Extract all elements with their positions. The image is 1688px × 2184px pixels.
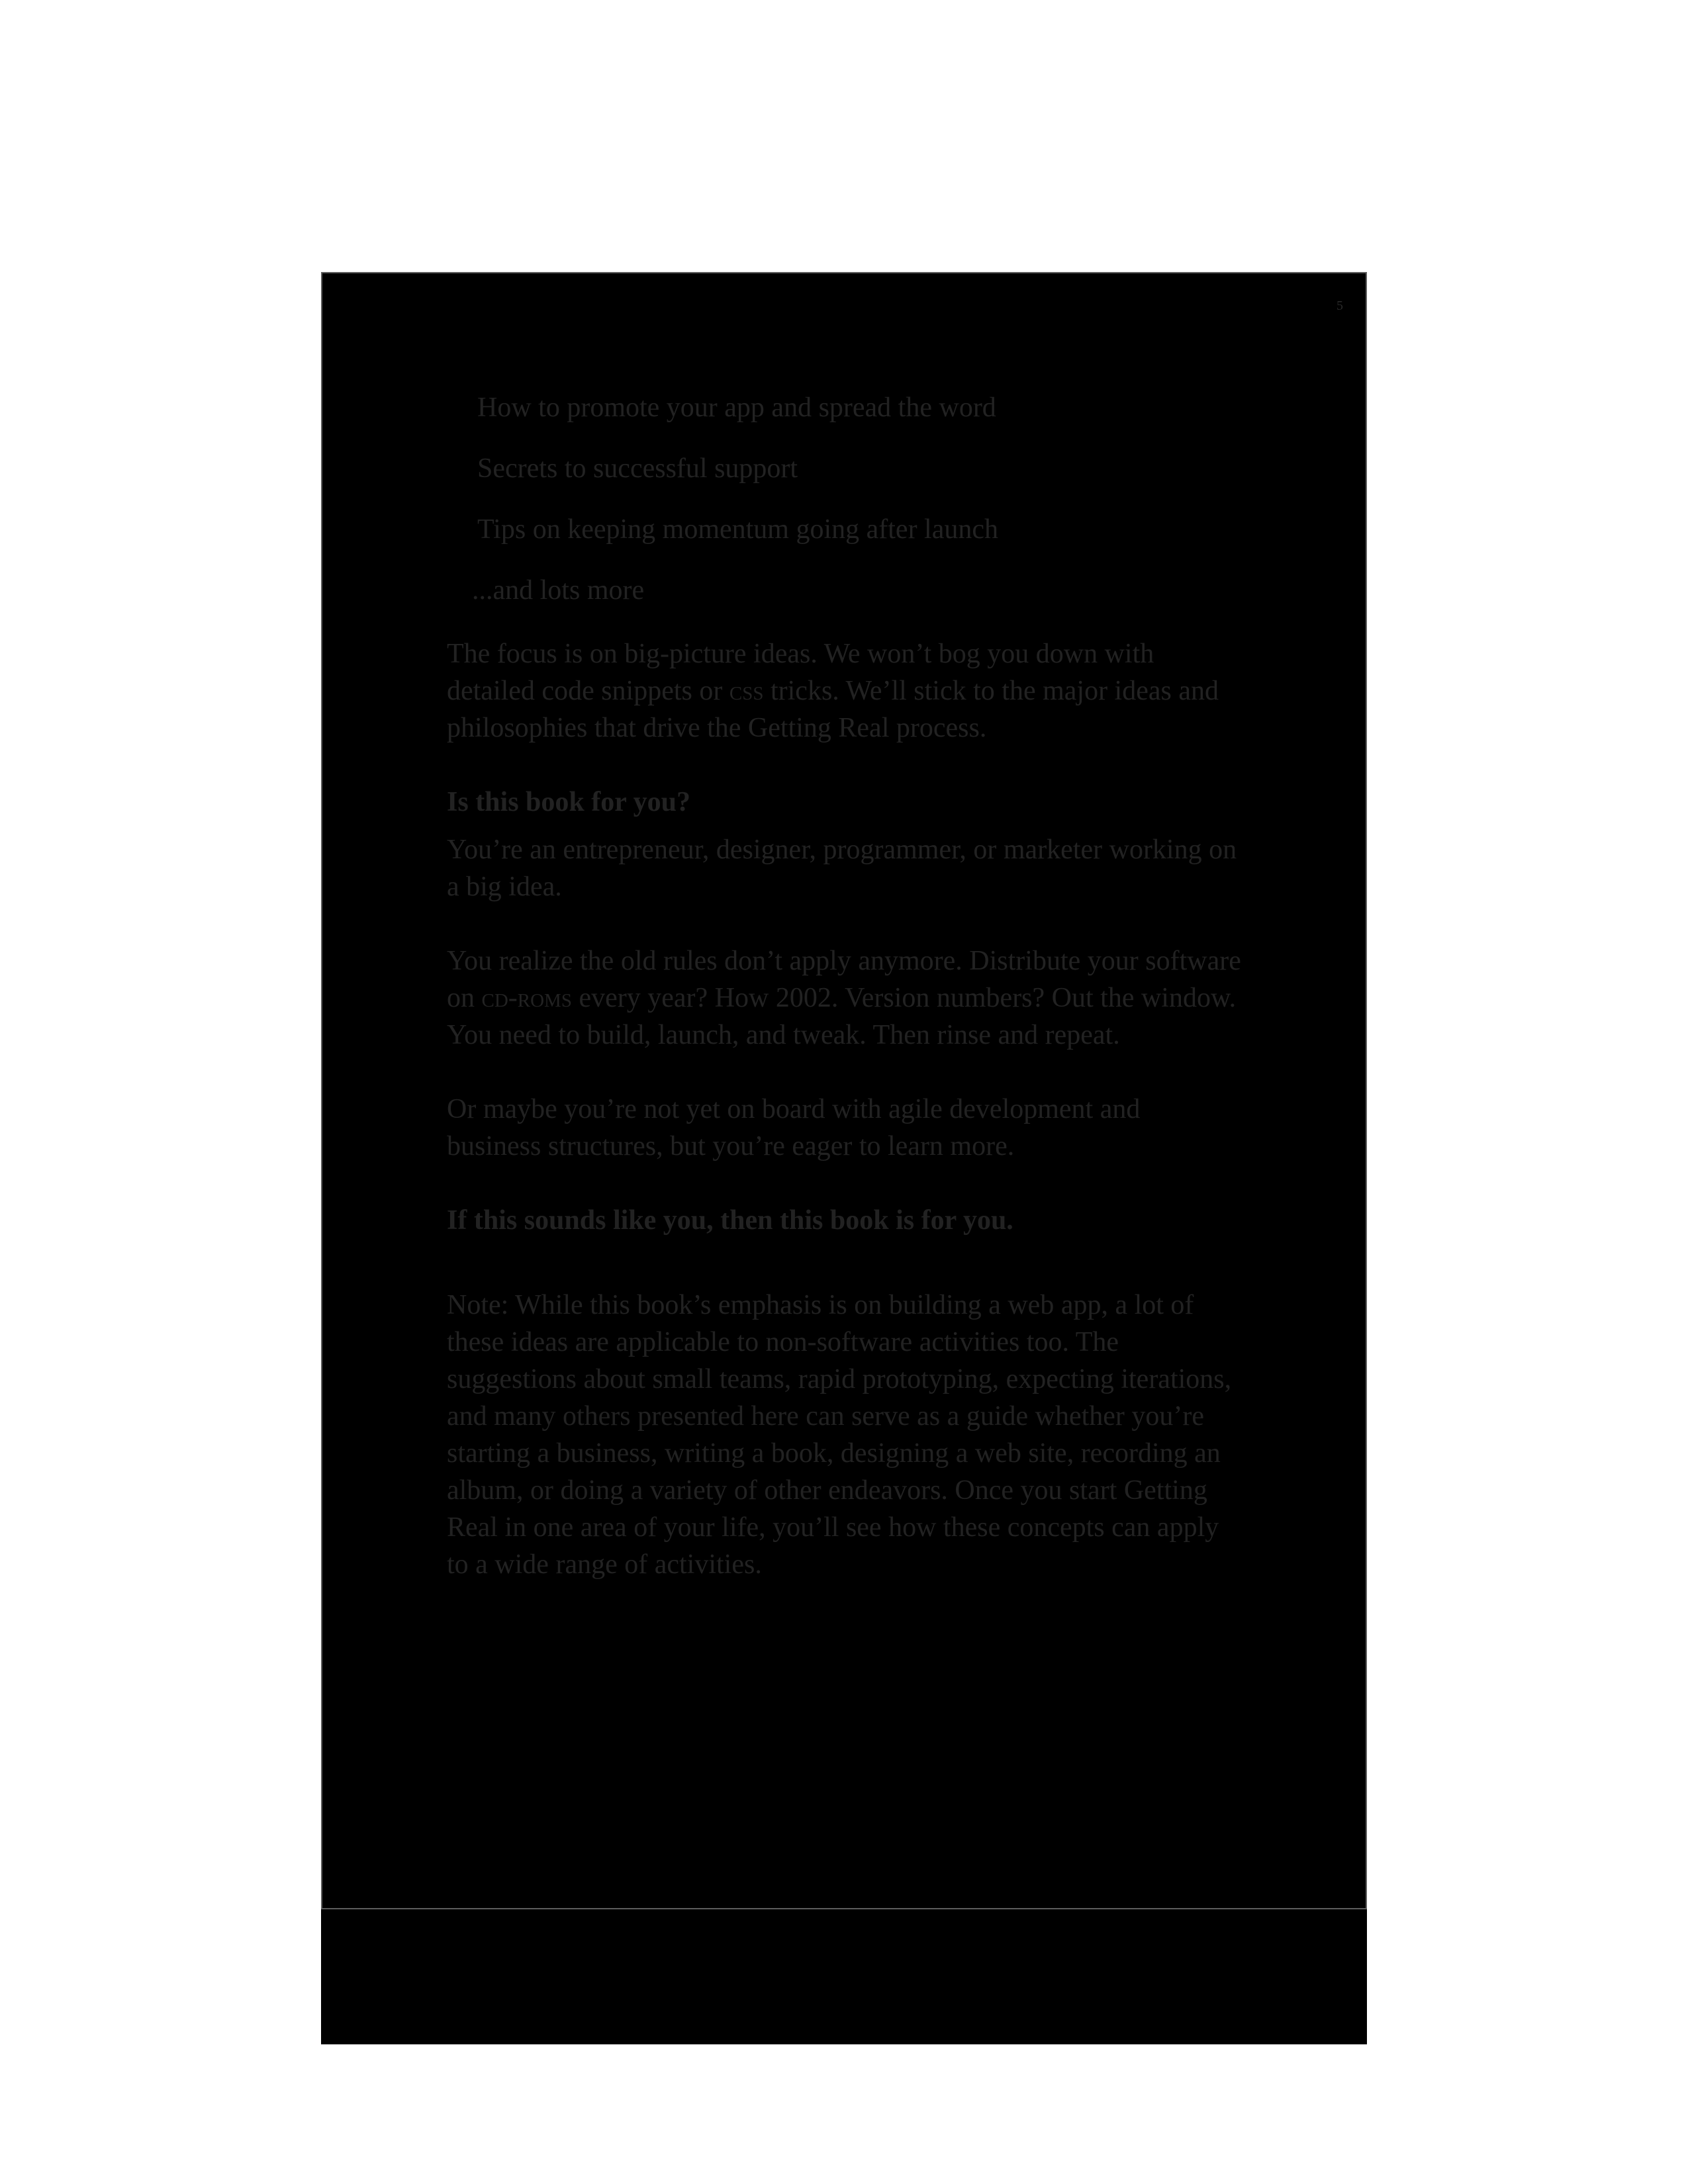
focus-text-end: tricks. We’ll stick to the major ideas and philosophies that drive the Getting Real process. [447,676,1219,743]
list-item: How to promote your app and spread the word [477,392,996,423]
focus-paragraph [447,635,1241,747]
bold-statement: If this sounds like you, then this book is for you. [447,1205,1013,1236]
old-rules-text-start: You realize the old rules don’t apply anymore. Distribute your software on [447,946,1241,1013]
list-item: Secrets to successful support [477,453,798,484]
page-frame [321,272,1367,1909]
old-rules-text-end: every year? How 2002. Version numbers? Out the window. You need to build, launch, and tweak. Then rinse and repeat. [447,983,1237,1050]
cd-roms-term: cd-roms [481,983,572,1013]
note-paragraph: Note: While this book’s emphasis is on building a web app, a lot of these ideas are applicable to non-software activities too. The suggestions about small teams, rapid prototyping, expecting iterations, and many others presented here can serve as a guide whether you’re starting a business, writing a book, designing a web site, recording an album, or doing a variety of other endeavors. Once you start Getting Real in one area of your life, you’ll see how these concepts can apply to a wide range of activities. [447,1290,1232,1580]
focus-text-start: The focus is on big-picture ideas. We won’t bog you down with detailed code snippets or [447,639,1154,706]
section-heading: Is this book for you? [447,787,690,817]
paragraph-old-rules [447,942,1241,1054]
list-item-more: ...and lots more [472,575,645,606]
page-content [447,389,1241,1583]
list-item: Tips on keeping momentum going after launch [477,514,999,545]
book-page [321,272,1367,2044]
page-number: 5 [1336,298,1343,313]
paragraph-agile: Or maybe you’re not yet on board with agile development and business structures, but you’re eager to learn more. [447,1094,1141,1161]
css-term: css [729,676,764,706]
paragraph-audience: You’re an entrepreneur, designer, programmer, or marketer working on a big idea. [447,835,1237,902]
